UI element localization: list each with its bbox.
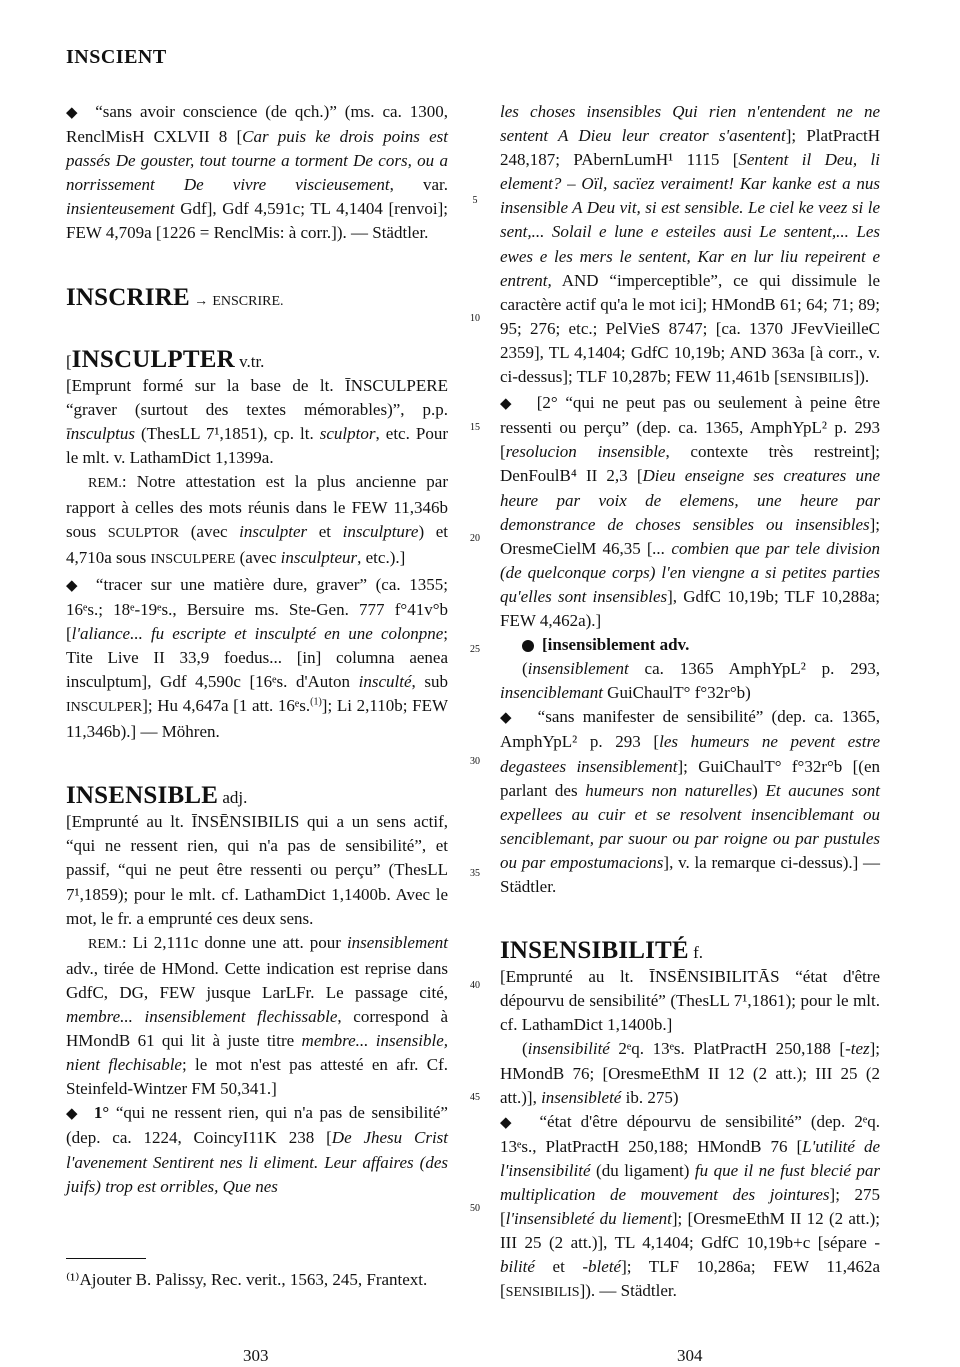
sense-insensible-1: ◆ 1° “qui ne ressent rien, qui n'a pas de sensibilité” (dep. ca. 1224, CoincyI11K 238 [De Jhesu Crist l'avenement Sentirent nes li eliment. Leur affaires (des juifs) trop est orribles, Que nes: [66, 1103, 449, 1196]
line-number: 35: [470, 868, 480, 879]
subentry-insensiblement: [insensiblement adv.: [500, 633, 880, 657]
inscient-sense: ◆ “sans avoir conscience (de qch.)” (ms. ca. 1300, RenclMisH CXLVII 8 [Car puis ke drois poins est passés De gouster, tout tourne a torment De cors, ou a norrissement De vivre viscieusement, var. insienteusement Gdf], Gdf 4,591c; TL 4,1404 [renvoi]; FEW 4,709a [1226 = RenclMis: à corr.]). — Städtler.: [66, 102, 448, 243]
line-number: 5: [472, 195, 478, 206]
arrow-right-icon: →: [194, 293, 209, 309]
line-number: 50: [470, 1203, 480, 1214]
page-number-right: 304: [677, 1346, 703, 1365]
sense-insensible-2: ◆ [2° “qui ne peut pas ou seulement à peine être ressenti ou perçu” (dep. ca. 1365, AmphYpL² p. 293 [resolucion insensible, contexte très restreint]; DenFoulB⁴ II 2,3 [Dieu enseigne ses creatures une heure par voix de elemens, une heure par demonstrance de choses sensibles ou insensibles]; OresmeCielM 46,35 [... combien que par tele division (de quelconque corps) l'en viengne a si petites parties qu'elles sont insensibles], GdfC 10,19b; TLF 10,288a; FEW 4,462a).]: [500, 393, 880, 630]
remark-insculpter: REM.: Notre attestation est la plus ancienne par rapport à celles des mots réunis dans le FEW 11,346b sous SCULPTOR (avec insculpter et insculpture) et 4,710a sous INSCULPERE (avec insculpteur, etc.).]: [66, 472, 448, 568]
etymology-insensible: [Emprunté au lt. ĪNSĒNSIBILIS qui a un sens actif, “qui ne ressent rien, qui n'a pas de sensibilité”, et passif, “qui ne peut être ressenti ou perçu” (ThesLL 7¹,1859); pour le mlt. cf. LathamDict 1,1400b. Avec le mot, le fr. a emprunté ces deux sens.: [66, 812, 448, 928]
diamond-bullet-icon: ◆: [500, 710, 516, 727]
line-number: 20: [470, 533, 480, 544]
running-head: INSCIENT: [66, 46, 167, 68]
page-number-left: 303: [243, 1346, 269, 1365]
sense-insensiblement: ◆ “sans manifester de sensibilité” (dep. ca. 1365, AmphYpL² p. 293 [les humeurs ne pevent estre degastees insensiblement]; GuiChaulT° f°32r°b [(en parlant des humeurs non naturelles) Et aucunes sont expellees au cuir et se resolvent insenciblemant ou senciblemant, par suour ou par roigne ou par pustules ou par empostumacions], v. la remarque ci-dessus).] — Städtler.: [500, 707, 881, 896]
cross-reference: ENSCRIRE.: [212, 293, 284, 309]
headword-insensibilite: INSENSIBILITÉ: [500, 937, 689, 965]
line-number: 10: [470, 313, 480, 324]
line-number: 40: [470, 980, 480, 991]
line-number: 15: [470, 422, 480, 433]
diamond-bullet-icon: ◆: [66, 1106, 80, 1123]
right-column: [500, 100, 880, 1306]
footnote-rule: [66, 1258, 146, 1259]
part-of-speech: adj.: [222, 788, 248, 808]
part-of-speech: f.: [693, 943, 703, 963]
remark-insensible: REM.: Li 2,111c donne une att. pour insensiblement adv., tirée de HMond. Cette indication est reprise dans GdfC, DG, FEW jusque LarLFr. Le passage cité, membre... insensiblement flechissable, correspond à HMondB 61 qui lit à juste titre membre... insensible, nient flechisable; le mot n'est pas attesté en afr. Cf. Steinfeld-Wintzer FM 50,341.]: [66, 932, 449, 1099]
insensible-continuation: les choses insensibles Qui rien n'entendent ne ne sentent A Dieu leur creator s'asentent]; PlatPractH 248,187; PAbernLumH¹ 1115 [Sentent il Deu, li element? – Oïl, sacïez veraiment! Kar kanke est a nus insensible A Deu vit, si est sensible. Le ciel ke veez si le sent,... Solail e lune e esteiles ausi Le sentent,... Les ewes e les mers le sentent, Kar en lur liu repeirent e entrent, AND “imperceptible”, ce qui dissimule le caractère actif qu'a le mot ici]; HMondB 61; 64; 71; 89; 95; 276; etc.; PelVieS 8747; [ca. 1370 JFevVieilleC 2359], TL 4,1404; GdfC 10,19b; AND 363a [à corr., v. ci-dessus]; TLF 10,287b; FEW 11,461b [SENSIBILIS]).: [500, 102, 881, 387]
diamond-bullet-icon: ◆: [500, 396, 515, 413]
line-number: 45: [470, 1092, 480, 1103]
sense-insensibilite: ◆ “état d'être dépourvu de sensibilité” (dep. 2ᵉq. 13ᵉs., PlatPractH 250,188; HMondB 76 [L'utilité de l'insensibilité (du ligament) fu que il ne fust blecié par multiplication de mouvement des jointures]; 275 [l'insensibleté du liement]; [OresmeEthM II 12 (2 att.); III 25 (2 att.)], TL 4,1404; GdfC 10,19b+c [sépare -bilité et -bleté]; TLF 10,286a; FEW 11,462a [SENSIBILIS]). — Städtler.: [500, 1111, 881, 1301]
round-bullet-icon: [522, 640, 534, 652]
entry-insensible: [66, 784, 448, 810]
line-number: 30: [470, 756, 480, 767]
sense-insculpter: ◆ “tracer sur une matière dure, graver” (ca. 1355; 16ᵉs.; 18ᵉ-19ᵉs., Bersuire ms. Ste-Gen. 777 f°41v°b [l'aliance... fu escripte et insculpté en une colonpne; Tite Live II 33,9 foedus... [in] columna aenea insculptum], Gdf 4,590c [16ᵉs. d'Auton insculté, sub INSCULPER]; Hu 4,647a [1 att. 16ᵉs.$^{(1)}$]; Li 2,110b; FEW 11,346b).] — Möhren.: [66, 574, 448, 742]
footnote: ⁽¹⁾Ajouter B. Palissy, Rec. verit., 1563, 245, Frantext.: [66, 1270, 428, 1289]
forms-insensibilite: (insensibilité 2ᵉq. 13ᵉs. PlatPractH 250,188 [-tez]; HMondB 76; [OresmeEthM II 12 (2 att.); III 25 (2 att.)], insensibleté ib. 275): [500, 1039, 880, 1107]
headword-insensible: INSENSIBLE: [66, 782, 219, 810]
diamond-bullet-icon: ◆: [66, 577, 82, 594]
etymology-insensibilite: [Emprunté au lt. ĪNSĒNSIBILITĀS “état d'être dépourvu de sensibilité” (ThesLL 7¹,1861); pour le mlt. cf. LathamDict 1,1400b.]: [500, 967, 880, 1035]
diamond-bullet-icon: ◆: [500, 1114, 517, 1131]
entry-insensibilite: [500, 939, 880, 965]
forms-insensiblement: (insensiblement ca. 1365 AmphYpL² p. 293, insenciblemant GuiChaulT° f°32r°b): [500, 659, 880, 703]
headword-insculpter: INSCULPTER: [71, 345, 235, 373]
entry-insculpter: [INSCULPTER v.tr.: [66, 345, 265, 373]
headword-inscrire: INSCRIRE: [66, 283, 190, 311]
part-of-speech: v.tr.: [239, 351, 265, 371]
entry-inscrire: [66, 283, 448, 314]
etymology-insculpter: [Emprunt formé sur la base de lt. ĪNSCULPERE “graver (surtout des textes mémorables)”, p.p. īnsculptus (ThesLL 7¹,1851), cp. lt. sculptor, etc. Pour le mlt. v. LathamDict 1,1399a.: [66, 375, 448, 468]
left-column: [66, 100, 448, 1199]
diamond-bullet-icon: ◆: [66, 105, 82, 121]
line-number: 25: [470, 644, 480, 655]
